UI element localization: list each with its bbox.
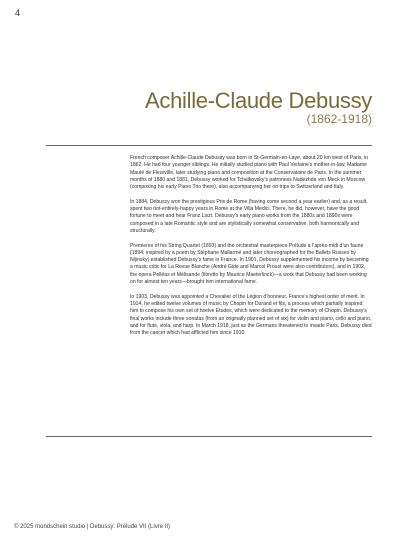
top-divider — [46, 145, 372, 146]
life-dates: (1862-1918) — [306, 112, 372, 126]
page-number: 4 — [15, 8, 21, 18]
biography-text — [130, 155, 372, 345]
page-title: Achille-Claude Debussy — [145, 88, 372, 113]
bottom-divider — [46, 436, 372, 437]
page-footer: © 2025 mondschein studio | Debussy: Prélude VII (Livre II) — [14, 524, 171, 530]
paragraph: In 1903, Debussy was appointed a Chevalier of the Légion d’honneur, France’s highest order of merit. In 1914, he edited twelve volumes of music by Chopin for Durand et fils, a process which partially inspired him to compose his own set of twelve Études, which were dedicated to the memory of Chopin. Debussy’s final works include three sonatas (from an originally planned set of six) for violin and piano, cello and piano, and for flute, viola, and harp. In March 1918, just as the Germans threatened to invade Paris, Debussy died from the cancer which had afflicted him since 1910. — [130, 293, 372, 337]
paragraph: In 1884, Debussy won the prestigious Prix de Rome (having come second a year earlier) and, as a result, spent two not-entirely-happy years in Rome at the Villa Medici. There, he did, however, have the good fortune to meet and hear Franz Liszt. Debussy’s early piano works from the 1880s and 1890s were composed in a late Romantic style and are stylistically somewhat conservative, both harmonically and structurally. — [130, 198, 368, 234]
paragraph: French composer Achille-Claude Debussy was born in St-Germain-en-Laye, about 20 km west of Paris, in 1862. He had four younger siblings. He initially studied piano with Paul Verlaine’s mother-in-law, Madame Mauté de Fleurville, later studying piano and composition at the Conservatoire de Paris. In the summer months of 1880 and 1881, Debussy worked for Tchaikovsky’s patroness Nadezhda von Meck in Moscow (composing his early Piano Trio there), also accompanying her on trips to Switzerland and Italy. — [130, 155, 369, 191]
paragraph: Premieres of his String Quartet (1893) and the orchestral masterpiece Prélude à l’après-midi d’un faune (1894, inspired by a poem by Stéphane Mallarmé and later choreographed for the Ballets Russes by Nijinsky) established Debussy’s fame in France. In 1901, Debussy supplemented his income by becoming a music critic for La Revue Blanche (André Gide and Marcel Proust were also contributors), and in 1902, the opera Pelléas et Mélisande (libretto by Maurice Maeterlinck)—a work that Debussy had been working on for almost ten years—brought him international fame. — [130, 242, 369, 286]
